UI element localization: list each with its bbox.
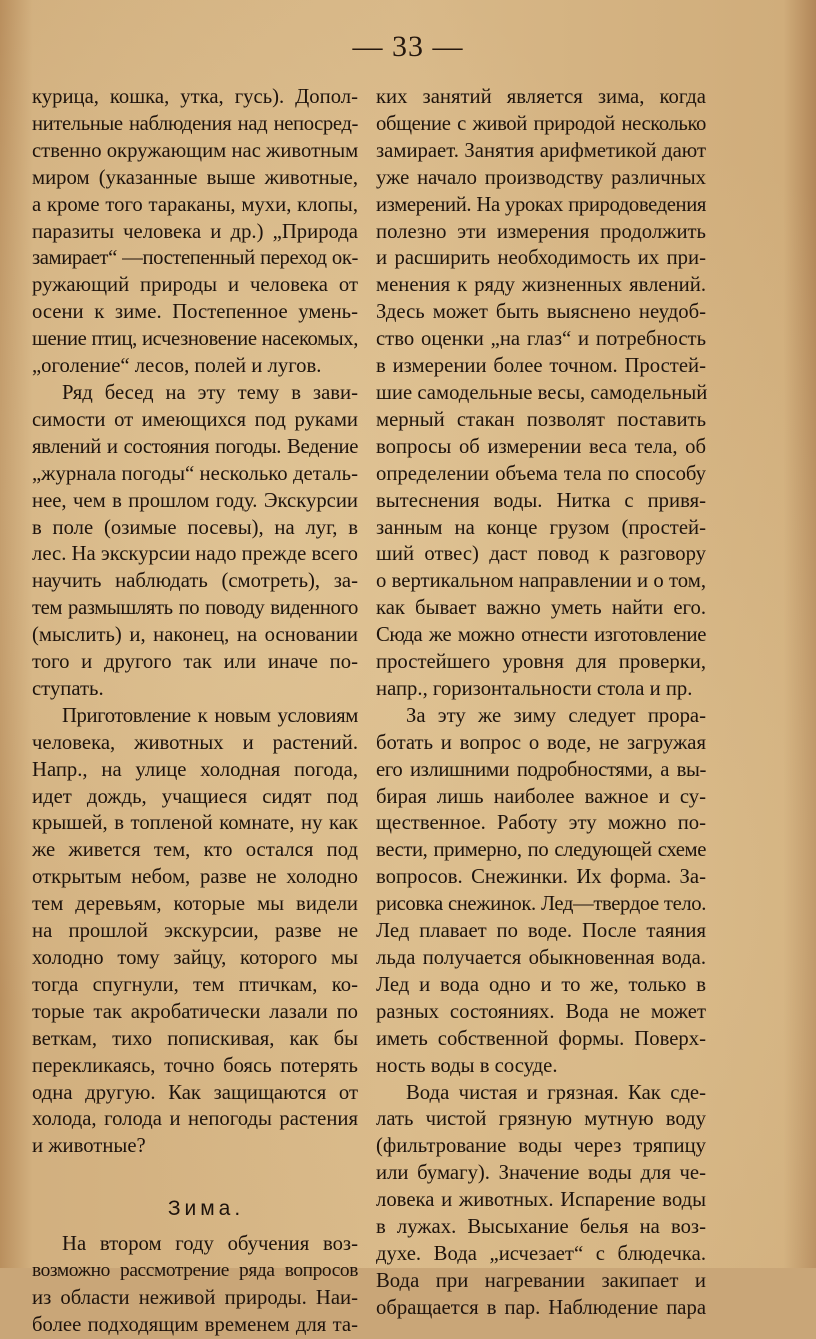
text-line: лать чистой грязную мутную воду [376, 1108, 706, 1131]
page-number: — 33 — [352, 30, 464, 63]
text-line: паразиты человека и др.) „Природа [32, 220, 358, 243]
text-line: шие самодельные весы, самодельный [376, 381, 708, 404]
text-line: на прошлой экскурсии, разве не [32, 920, 358, 943]
text-line: замирает. Занятия арифметикой дают [376, 139, 706, 162]
right-column [376, 84, 706, 1322]
text-line: вопросов. Снежинки. Их форма. За- [376, 866, 706, 889]
text-line: щественное. Работу эту можно по- [376, 812, 706, 835]
text-line: миром (указанные выше животные, [32, 166, 358, 189]
text-line: в лужах. Высыхание белья на воз- [376, 1216, 706, 1239]
text-line: (фильтрование воды через тряпицу [376, 1135, 706, 1158]
text-line: нительные наблюдения над непосред- [32, 112, 358, 135]
text-line: мерный стакан позволят поставить [376, 408, 706, 431]
text-line: общение с живой природой несколько [376, 112, 706, 135]
text-line: о вертикальном направлении и о том, [376, 570, 706, 593]
text-line: более подходящим временем для та- [32, 1313, 358, 1336]
text-line: шение птиц, исчезновение насекомых, [32, 328, 358, 351]
text-line: торые так акробатически лазали по [32, 1000, 358, 1023]
text-line: вопросы об измерении веса тела, об [376, 435, 706, 458]
text-line: тогда спугнули, тем птичкам, ко- [32, 973, 358, 996]
text-line: или бумагу). Значение воды для че- [376, 1162, 706, 1185]
text-line: холода, голода и непогоды растения [32, 1108, 358, 1131]
text-line: Сюда же можно отнести изготовление [376, 624, 706, 647]
text-line: возможно рассмотрение ряда вопросов [32, 1260, 358, 1282]
text-line: же живется тем, кто остался под [32, 839, 358, 862]
text-line: одна другую. Как защищаются от [32, 1081, 358, 1104]
text-line: За эту же зиму следует прора- [406, 704, 706, 727]
text-line: и животные? [32, 1135, 146, 1158]
text-line: менения к ряду жизненных явлений. [376, 274, 706, 297]
text-line: а кроме того тараканы, мухи, клопы, [32, 193, 358, 216]
text-line: в измерении более точном. Простей- [376, 355, 706, 378]
text-line: ственно окружающим нас животным [32, 139, 359, 162]
text-line: (мыслить) и, наконец, на основании [32, 624, 358, 647]
text-line: ступать. [32, 677, 104, 700]
text-line: Ряд бесед на эту тему в зави- [62, 381, 358, 404]
text-line: Напр., на улице холодная погода, [32, 758, 358, 781]
text-line: ловека и животных. Испарение воды [376, 1189, 706, 1212]
text-line: осени к зиме. Постепенное умень- [32, 301, 358, 324]
text-line: Приготовление к новым условиям [62, 704, 358, 727]
text-line: явлений и состояния погоды. Ведение [32, 435, 358, 458]
text-line: Вода при нагревании закипает и [376, 1269, 706, 1292]
text-line: научить наблюдать (смотреть), за- [32, 570, 358, 593]
blank-line [32, 1160, 358, 1187]
text-line: того и другого так или иначе по- [32, 651, 358, 674]
text-line: вести, примерно, по следующей схеме [376, 839, 706, 862]
left-column [32, 84, 358, 1339]
text-line: разных состояниях. Вода не может [376, 1000, 706, 1023]
text-line: вытеснения воды. Нитка с привя- [376, 489, 706, 512]
text-line: полезно эти измерения продолжить [376, 220, 706, 243]
text-line: определении объема тела по способу [376, 462, 706, 485]
text-line: ружающий природы и человека от [32, 274, 358, 297]
text-line: человека, животных и растений. [32, 731, 358, 754]
text-line: тем деревьям, которые мы видели [32, 893, 358, 916]
text-line: ство оценки „на глаз“ и потребность [376, 328, 706, 351]
text-line: ность воды в сосуде. [376, 1054, 558, 1077]
text-line: Лед и вода одно и то же, только в [376, 973, 706, 996]
text-line: бирая лишь наиболее важное и су- [376, 785, 706, 808]
text-line: иметь собственной формы. Поверх- [376, 1027, 706, 1050]
text-line: „журнала погоды“ несколько деталь- [32, 462, 358, 485]
text-line: в поле (озимые посевы), на луг, в [32, 516, 358, 539]
text-line: духе. Вода „исчезает“ с блюдечка. [376, 1242, 706, 1265]
text-line: обращается в пар. Наблюдение пара [376, 1296, 706, 1319]
text-line: занным на конце грузом (простей- [376, 516, 706, 539]
text-line: нее, чем в прошлом году. Экскурсии [32, 489, 358, 512]
text-line: крышей, в топленой комнате, ну как [32, 812, 358, 835]
text-line: веткам, тихо попискивая, как бы [32, 1027, 358, 1050]
text-line: холодно тому зайцу, которого мы [32, 947, 358, 969]
section-heading: Зима. [167, 1197, 245, 1221]
text-line: его излишними подробностями, а вы- [376, 758, 706, 781]
text-line: открытым небом, разве не холодно [32, 866, 358, 889]
text-line: простейшего уровня для проверки, [376, 651, 706, 674]
text-line: уже начало производству различных [376, 166, 706, 189]
text-line: Вода чистая и грязная. Как сде- [406, 1081, 706, 1104]
text-line: идет дождь, учащиеся сидят под [32, 785, 358, 808]
text-line: измерений. На уроках природоведения [376, 193, 706, 216]
text-line: тем размышлять по поводу виденного [32, 597, 358, 620]
text-line: ботать и вопрос о воде, не загружая [376, 731, 706, 754]
text-line: рисовка снежинок. Лед—твердое тело. [376, 893, 706, 916]
text-line: напр., горизонтальности стола и пр. [376, 677, 693, 700]
text-line: симости от имеющихся под руками [32, 408, 358, 431]
text-line: На втором году обучения воз- [62, 1233, 358, 1256]
text-line: из области неживой природы. Наи- [32, 1286, 358, 1309]
text-line: льда получается обыкновенная вода. [376, 947, 706, 969]
text-line: перекликаясь, точно боясь потерять [32, 1054, 358, 1077]
text-line: Здесь может быть выяснено неудоб- [376, 301, 706, 324]
text-line: замирает“ —постепенный переход ок- [32, 247, 358, 270]
text-line: курица, кошка, утка, гусь). Допол- [32, 86, 358, 108]
text-line: как бывает важно уметь найти его. [376, 597, 706, 620]
text-line: „оголение“ лесов, полей и лугов. [32, 355, 322, 378]
text-line: Лед плавает по воде. После таяния [376, 920, 706, 943]
text-line: ких занятий является зима, когда [376, 86, 706, 108]
text-line: лес. На экскурсии надо прежде всего [32, 543, 359, 566]
text-line: и расширить необходимость их при- [376, 247, 706, 270]
text-line: ший отвес) даст повод к разговору [376, 543, 706, 566]
